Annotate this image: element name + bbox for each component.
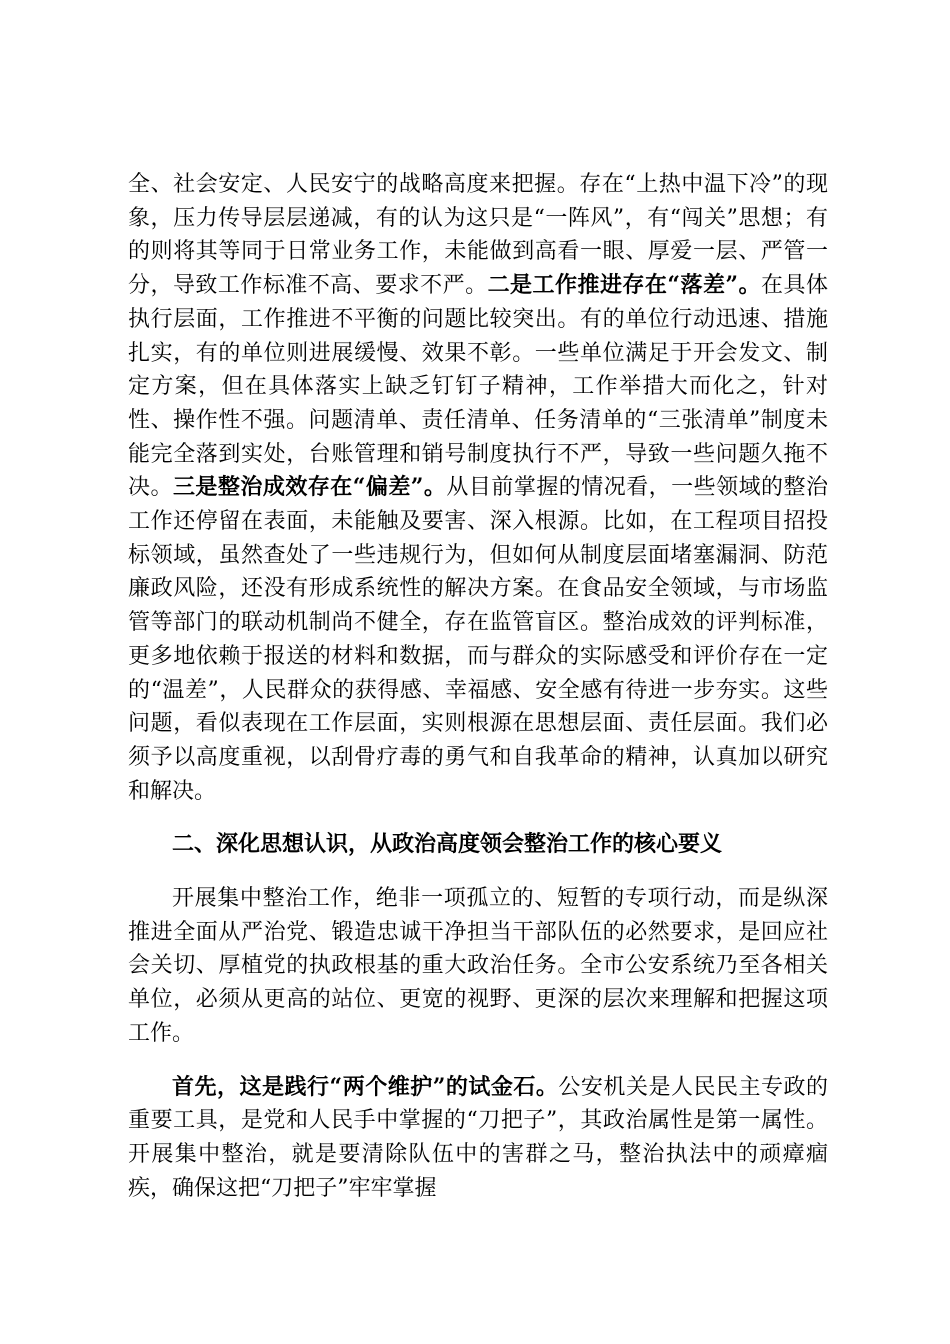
- paragraph-problems: [128, 168, 828, 808]
- paragraph-text: 公安机关是人民民主专政的重要工具，是党和人民手中掌握的“刀把子”，其政治属性是第一属性。开展集中整治，就是要清除队伍中的害群之马，整治执法中的顽瘴痼疾，确保这把“刀把子”牢牢掌握: [128, 1074, 828, 1201]
- paragraph-first-point: [128, 1071, 828, 1206]
- paragraph-text: 在具体执行层面，工作推进不平衡的问题比较突出。有的单位行动迅速、措施扎实，有的单位则进展缓慢、效果不彰。一些单位满足于开会发文、制定方案，但在具体落实上缺乏钉钉子精神，工作举措大而化之，针对性、操作性不强。问题清单、责任清单、任务清单的“三张清单”制度未能完全落到实处，台账管理和销号制度执行不严，导致一些问题久拖不决。: [128, 273, 828, 501]
- paragraph-text: 全、社会安定、人民安宁的战略高度来把握。存在“上热中温下冷”的现象，压力传导层层递减，有的认为这只是“一阵风”，有“闯关”思想；有的则将其等同于日常业务工作，未能做到高看一眼、厚爱一层、严管一分，导致工作标准不高、要求不严。: [128, 172, 828, 299]
- bold-point-first: 首先，这是践行“两个维护”的试金石。: [172, 1073, 559, 1100]
- section-heading-2: 二、深化思想认识，从政治高度领会整治工作的核心要义: [172, 831, 723, 858]
- bold-point-two: 二是工作推进存在“落差”。: [487, 272, 762, 299]
- paragraph-text: 从目前掌握的情况看，一些领域的整治工作还停留在表面，未能触及要害、深入根源。比如，在工程项目招投标领域，虽然查处了一些违规行为，但如何从制度层面堵塞漏洞、防范廉政风险，还没有形成系统性的解决方案。在食品安全领域，与市场监管等部门的联动机制尚不健全，存在监管盲区。整治成效的评判标准，更多地依赖于报送的材料和数据，而与群众的实际感受和评价存在一定的“温差”，人民群众的获得感、幸福感、安全感有待进一步夯实。这些问题，看似表现在工作层面，实则根源在思想层面、责任层面。我们必须予以高度重视，以刮骨疗毒的勇气和自我革命的精神，认真加以研究和解决。: [128, 475, 828, 804]
- document-body: [128, 168, 828, 1205]
- bold-point-three: 三是整治成效存在“偏差”。: [172, 474, 447, 501]
- paragraph-intro: 开展集中整治工作，绝非一项孤立的、短暂的专项行动，而是纵深推进全面从严治党、锻造忠诚干净担当干部队伍的必然要求，是回应社会关切、厚植党的执政根基的重大政治任务。全市公安系统乃至各相关单位，必须从更高的站位、更宽的视野、更深的层次来理解和把握这项工作。: [128, 886, 828, 1046]
